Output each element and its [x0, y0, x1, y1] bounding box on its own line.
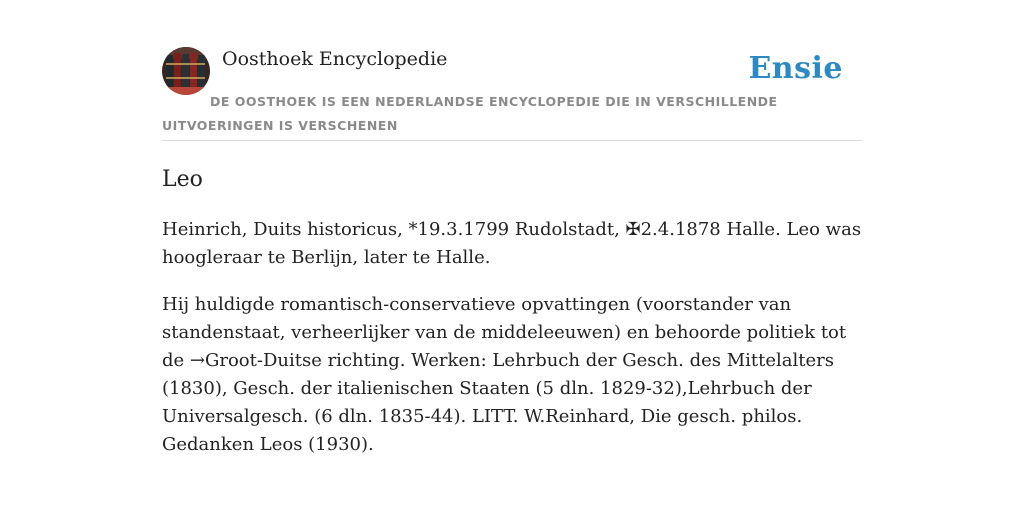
brand-logo[interactable]: Ensie — [748, 51, 843, 86]
entry-paragraph: Heinrich, Duits historicus, *19.3.1799 Rudolstadt, ✠2.4.1878 Halle. Leo was hoogleraar te Berlijn, later te Halle. — [162, 219, 862, 268]
entry-paragraph: Hij huldigde romantisch-conservatieve opvattingen (voorstander van standenstaat, verheerlijker van de middeleeuwen) en behoorde politiek tot de →Groot-Duitse richting. Werken: Lehrbuch der Gesch. des Mittelalters (1830), Gesch. der italienischen Staaten (5 dln. 1829-32),Lehrbuch der Universalgesch. (6 dln. 1835-44). LITT. W.Reinhard, Die gesch. philos. Gedanken Leos (1930). — [162, 294, 847, 455]
books-icon[interactable] — [162, 47, 210, 95]
site-header — [162, 0, 862, 141]
site-title[interactable]: Oosthoek Encyclopedie — [222, 48, 448, 70]
entry-title: Leo — [162, 167, 203, 192]
page — [162, 0, 862, 459]
site-tagline: DE OOSTHOEK IS EEN NEDERLANDSE ENCYCLOPEDIE DIE IN VERSCHILLENDE UITVOERINGEN IS VERSCHENEN — [162, 94, 778, 133]
